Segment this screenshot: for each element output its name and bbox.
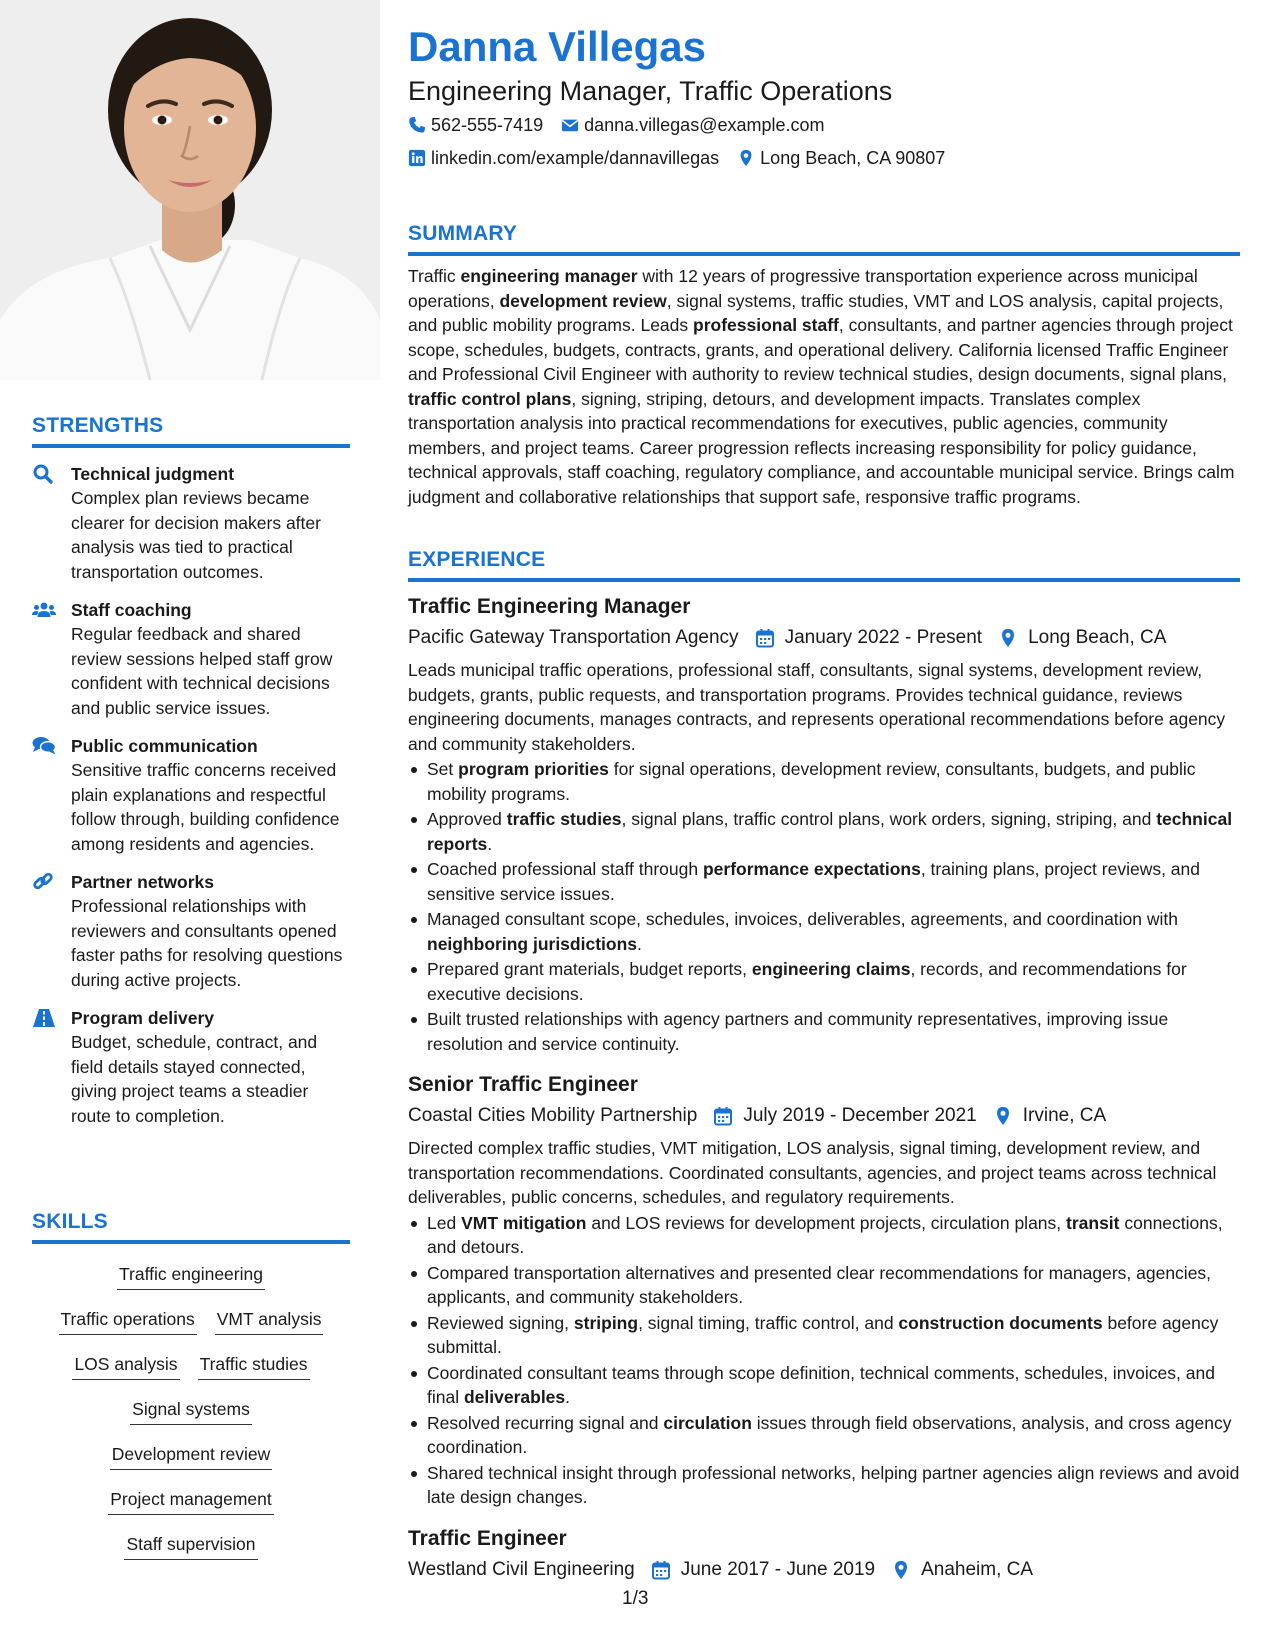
strength-text: Sensitive traffic concerns received plain explanations and respectful follow through, building confidence among residents and agencies. — [71, 760, 340, 854]
strength-item — [32, 734, 350, 856]
skills-row — [32, 1397, 350, 1442]
map-pin-icon — [998, 628, 1018, 648]
section-divider — [408, 252, 1240, 256]
phone-contact[interactable] — [408, 113, 543, 137]
calendar-icon — [651, 1560, 671, 1580]
strength-text: Budget, schedule, contract, and field details stayed connected, giving project teams a steadier route to completion. — [71, 1032, 318, 1126]
skill-tag: Traffic studies — [198, 1352, 310, 1380]
skill-tag: Project management — [108, 1487, 273, 1515]
dates-text: June 2017 - June 2019 — [680, 1558, 876, 1580]
strength-item — [32, 462, 350, 584]
users-icon — [32, 600, 56, 620]
strength-title: Program delivery — [71, 1008, 214, 1028]
job-meta — [408, 1556, 1240, 1584]
job-location — [993, 1102, 1106, 1130]
job-bullet: Set program priorities for signal operations, development review, consultants, budgets, and public mobility programs. — [408, 757, 1240, 806]
dates-text: January 2022 - Present — [784, 627, 983, 648]
skills-row — [32, 1262, 350, 1307]
location-text: Irvine, CA — [1022, 1105, 1107, 1126]
summary-section — [408, 222, 1240, 509]
section-divider — [32, 444, 350, 448]
skills-row — [32, 1442, 350, 1487]
candidate-name: Danna Villegas — [408, 23, 707, 70]
job-bullets — [408, 1211, 1240, 1510]
job-dates — [755, 624, 983, 652]
skill-tag: Traffic engineering — [117, 1262, 265, 1290]
skills-row — [32, 1487, 350, 1532]
job-entry — [408, 592, 1240, 1056]
skills-section — [32, 1210, 350, 1577]
job-entry — [408, 1524, 1240, 1584]
location-text: Long Beach, CA — [1028, 627, 1167, 648]
job-bullet: Reviewed signing, striping, signal timing, traffic control, and construction documents before agency submittal. — [408, 1311, 1240, 1360]
skill-tag: Traffic operations — [59, 1307, 197, 1335]
experience-heading: EXPERIENCE — [408, 548, 546, 571]
summary-heading: SUMMARY — [408, 222, 518, 245]
road-icon — [32, 1008, 56, 1028]
skill-tag: VMT analysis — [215, 1307, 324, 1335]
strength-title: Public communication — [71, 736, 258, 756]
job-description: Directed complex traffic studies, VMT mitigation, LOS analysis, signal timing, development review, and transportation recommendations. Coordinated consultants, agencies, and project teams across technical deliverables, public concerns, schedules, and regulatory requirements. — [408, 1138, 1217, 1207]
job-bullets — [408, 757, 1240, 1056]
job-dates — [713, 1102, 976, 1130]
linkedin-icon — [408, 149, 426, 167]
skill-tag: Staff supervision — [124, 1532, 257, 1560]
job-bullet: Compared transportation alternatives and presented clear recommendations for managers, agencies, applicants, and community stakeholders. — [408, 1261, 1240, 1310]
job-title: Traffic Engineer — [408, 1526, 567, 1550]
candidate-title: Engineering Manager, Traffic Operations — [408, 76, 893, 106]
section-divider — [408, 578, 1240, 582]
strengths-section — [32, 414, 350, 1128]
map-pin-icon — [737, 149, 755, 167]
search-icon — [32, 464, 56, 484]
linkedin-contact[interactable] — [408, 146, 719, 170]
link-icon — [32, 872, 56, 892]
email-contact[interactable] — [561, 113, 824, 137]
strength-title: Partner networks — [71, 872, 214, 892]
job-dates — [651, 1556, 875, 1584]
calendar-icon — [713, 1106, 733, 1126]
company-name: Coastal Cities Mobility Partnership — [408, 1105, 698, 1126]
job-title: Senior Traffic Engineer — [408, 1073, 638, 1096]
skills-row — [32, 1352, 350, 1397]
envelope-icon — [561, 116, 579, 134]
strength-text: Regular feedback and shared review sessions helped staff grow confident with technical decisions and public service issues. — [71, 624, 333, 718]
page-number: 1/3 — [622, 1588, 649, 1609]
job-location — [891, 1556, 1033, 1584]
strength-item — [32, 1006, 350, 1128]
job-bullet: Coordinated consultant teams through scope definition, technical comments, schedules, invoices, and final deliverables. — [408, 1361, 1240, 1410]
job-meta — [408, 624, 1240, 652]
skills-row — [32, 1307, 350, 1352]
dates-text: July 2019 - December 2021 — [743, 1105, 977, 1126]
map-pin-icon — [993, 1106, 1013, 1126]
contact-row — [408, 146, 963, 170]
experience-section — [408, 548, 1240, 1584]
job-title: Traffic Engineering Manager — [408, 595, 691, 618]
skill-tag: Development review — [110, 1442, 273, 1470]
contact-row — [408, 113, 843, 137]
strength-item — [32, 598, 350, 720]
job-bullet: Led VMT mitigation and LOS reviews for development projects, circulation plans, transit connections, and detours. — [408, 1211, 1240, 1260]
job-meta — [408, 1102, 1240, 1130]
strength-text: Professional relationships with reviewers and consultants opened faster paths for resolving questions during active projects. — [71, 896, 343, 990]
linkedin-text: linkedin.com/example/dannavillegas — [431, 148, 720, 168]
job-bullet: Shared technical insight through professional networks, helping partner agencies align reviews and avoid late design changes. — [408, 1461, 1240, 1510]
job-bullet: Coached professional staff through performance expectations, training plans, project reviews, and sensitive service issues. — [408, 857, 1240, 906]
job-location — [998, 624, 1166, 652]
skill-tag: Signal systems — [130, 1397, 252, 1425]
portrait-illustration — [0, 0, 380, 380]
job-bullet: Built trusted relationships with agency partners and community representatives, improving issue resolution and service continuity. — [408, 1007, 1240, 1056]
calendar-icon — [755, 628, 775, 648]
left-column — [0, 0, 380, 1650]
strength-item — [32, 870, 350, 992]
location-text: Anaheim, CA — [921, 1558, 1034, 1580]
section-divider — [32, 1240, 350, 1244]
job-entry — [408, 1070, 1240, 1510]
skills-list — [32, 1262, 350, 1577]
strength-text: Complex plan reviews became clearer for decision makers after analysis was tied to practical transportation outcomes. — [71, 488, 321, 582]
skills-heading: SKILLS — [32, 1210, 108, 1233]
job-bullet: Approved traffic studies, signal plans, traffic control plans, work orders, signing, striping, and technical reports. — [408, 807, 1240, 856]
location-contact — [737, 146, 945, 170]
email-text: danna.villegas@example.com — [584, 115, 825, 135]
profile-photo — [0, 0, 380, 380]
map-pin-icon — [891, 1560, 911, 1580]
strength-title: Staff coaching — [71, 600, 192, 620]
strengths-heading: STRENGTHS — [32, 414, 164, 437]
strength-title: Technical judgment — [71, 464, 235, 484]
company-name: Westland Civil Engineering — [408, 1558, 635, 1580]
job-description: Leads municipal traffic operations, professional staff, consultants, signal systems, development review, budgets, grants, public requests, and transportation programs. Provides technical guidance, reviews engineering documents, manages contracts, and represents operational recommendations before agency and community stakeholders. — [408, 660, 1226, 754]
job-bullet: Resolved recurring signal and circulation issues through field observations, analysis, and cross agency coordination. — [408, 1411, 1240, 1460]
skill-tag: LOS analysis — [72, 1352, 179, 1380]
job-bullet: Managed consultant scope, schedules, invoices, deliverables, agreements, and coordination with neighboring jurisdictions. — [408, 907, 1240, 956]
comments-icon — [32, 736, 56, 756]
summary-text: Traffic engineering manager with 12 years of progressive transportation experience across municipal operations, development review, signal systems, traffic studies, VMT and LOS analysis, capital projects, and public mobility programs. Leads professional staff, consultants, and partner agencies through project scope, schedules, budgets, contracts, grants, and operational delivery. California licensed Traffic Engineer and Professional Civil Engineer with authority to review technical studies, design documents, signal plans, traffic control plans, signing, striping, detours, and development impacts. Translates complex transportation analysis into practical recommendations for executives, public agencies, community members, and project teams. Career progression reflects increasing responsibility for policy guidance, technical approvals, staff coaching, regulatory compliance, and accountable municipal service. Brings calm judgment and collaborative relationships that support safe, responsive traffic programs. — [408, 266, 1235, 507]
company-name: Pacific Gateway Transportation Agency — [408, 627, 739, 648]
skills-row — [32, 1532, 350, 1577]
phone-icon — [408, 116, 426, 134]
location-text: Long Beach, CA 90807 — [760, 148, 946, 168]
job-bullet: Prepared grant materials, budget reports, engineering claims, records, and recommendations for executive decisions. — [408, 957, 1240, 1006]
phone-text: 562-555-7419 — [431, 115, 544, 135]
